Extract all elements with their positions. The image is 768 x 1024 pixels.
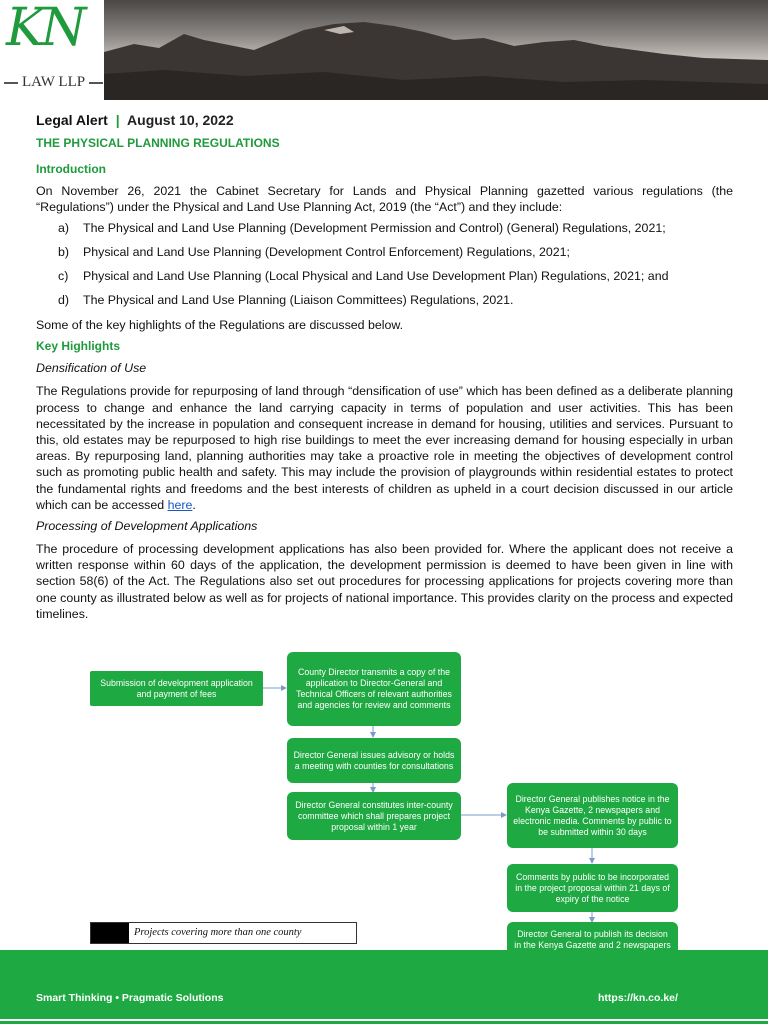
legal-alert-line (36, 112, 733, 136)
flowchart-legend (90, 922, 357, 944)
list-item: d) The Physical and Land Use Planning (Liaison Committees) Regulations, 2021. (58, 293, 514, 308)
regulations-list (36, 221, 733, 317)
kn-logo (0, 0, 104, 100)
processing-heading: Processing of Development Applications (36, 519, 258, 534)
page-header (0, 0, 768, 100)
mountain-landscape-image (104, 0, 768, 100)
flow-step-submission: Submission of development application and payment of fees (90, 671, 263, 706)
flow-step-advisory: Director General issues advisory or holds a meeting with counties for consultations (287, 738, 461, 783)
list-item: c) Physical and Land Use Planning (Local Physical and Land Use Development Plan) Regulations, 2021; and (58, 269, 669, 284)
alert-separator: | (115, 112, 120, 128)
alert-label: Legal Alert (36, 112, 108, 128)
list-item: a) The Physical and Land Use Planning (Development Permission and Control) (General) Regulations, 2021; (58, 221, 666, 236)
list-item: b) Physical and Land Use Planning (Development Control Enforcement) Regulations, 2021; (58, 245, 570, 260)
flow-step-inter-county-committee: Director General constitutes inter-county committee which shall prepares project proposal within 1 year (287, 792, 461, 840)
legend-label: Projects covering more than one county (134, 927, 302, 938)
intro-closing: Some of the key highlights of the Regulations are discussed below. (36, 318, 404, 333)
logo-mark: KN (6, 0, 83, 58)
legend-swatch (91, 923, 129, 943)
introduction-heading: Introduction (36, 162, 106, 176)
alert-date: August 10, 2022 (127, 112, 234, 128)
densification-paragraph: The Regulations provide for repurposing of land through “densification of use” which has been defined as a deliberate planning process to change and enhance the land carrying capacity in terms of population and user activities. This has been necessitated by the increase in population and consequent increase in demand for housing, utilities and services. Pursuant to this, old estates may be repurposed to high rise buildings to meet the ever increasing demand for housing especially in urban areas. By repurposing land, planning authorities may take a proactive role in meeting the objectives of development control such as promoting public health and safety. This may include the provision of playgrounds within residential estates to protect the fundamental rights and freedoms and the best interests of children as upheld in a court decision discussed in our article which can be accessed here. (36, 384, 733, 512)
page-footer (0, 950, 768, 1024)
document-title: THE PHYSICAL PLANNING REGULATIONS (36, 136, 280, 150)
document-body (36, 112, 733, 622)
introduction-paragraph: On November 26, 2021 the Cabinet Secretary for Lands and Physical Planning gazetted various regulations (the “Regulations”) under the Physical and Land Use Planning Act, 2019 (the “Act”) and they include: (36, 184, 733, 215)
flow-step-publish-notice: Director General publishes notice in the Kenya Gazette, 2 newspapers and electronic media. Comments by public to be submitted within 30 days (507, 783, 678, 848)
footer-tagline: Smart Thinking • Pragmatic Solutions (36, 992, 224, 1004)
flow-step-incorporate-comments: Comments by public to be incorporated in the project proposal within 21 days of expiry of the notice (507, 864, 678, 912)
logo-subtitle: LAW LLP (4, 74, 104, 91)
densification-heading: Densification of Use (36, 361, 147, 376)
flow-step-publish-decision: Director General to publish its decision in the Kenya Gazette and 2 newspapers (507, 922, 678, 968)
flow-step-county-director: County Director transmits a copy of the application to Director-General and Technical Officers of relevant authorities and agencies for review and comments (287, 652, 461, 726)
footer-stripe (0, 1019, 768, 1021)
here-link[interactable]: here (167, 497, 193, 512)
footer-url[interactable]: https://kn.co.ke/ (598, 992, 678, 1004)
processing-paragraph: The procedure of processing development applications has also been provided for. Where the applicant does not receive a written response within 60 days of the application, the development permission is deemed to have been given in line with section 58(6) of the Act. The Regulations also set out procedures for processing applications for projects covering more than one county as illustrated below as well as for projects of national importance. This provides clarity on the process and expected timelines. (36, 542, 733, 621)
key-highlights-heading: Key Highlights (36, 339, 121, 354)
